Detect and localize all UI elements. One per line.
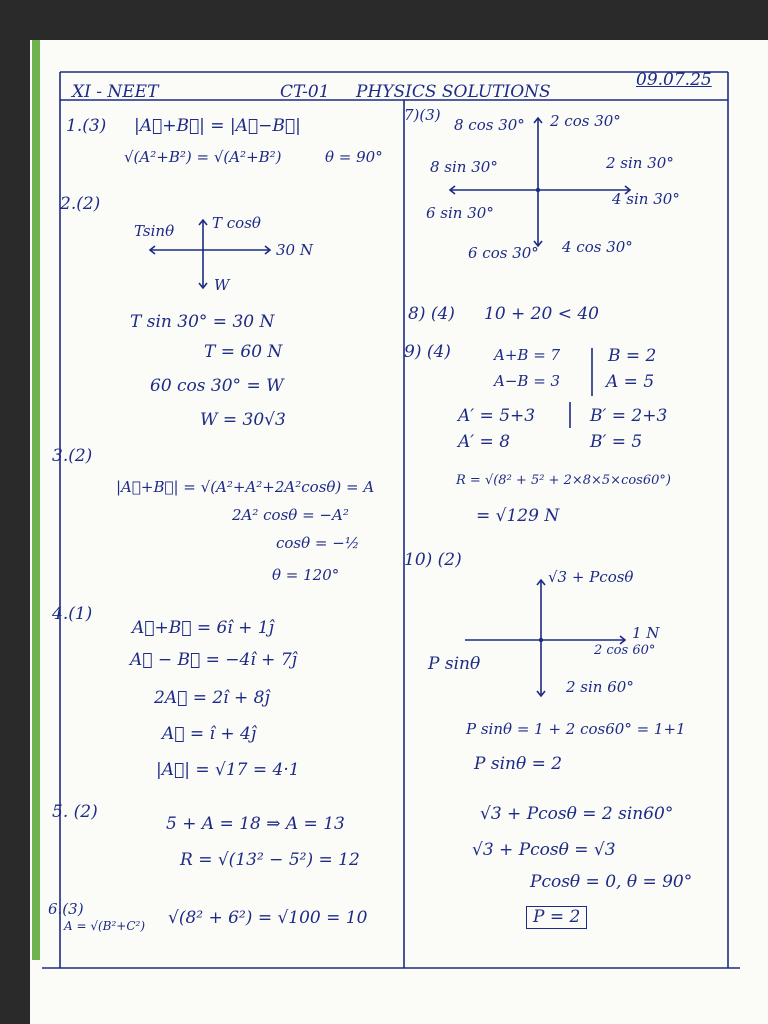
date: 09.07.25 [636, 70, 712, 90]
q3-line4: θ = 120° [272, 566, 340, 584]
q5-line2: R = √(13² − 5²) = 12 [180, 850, 360, 870]
class-label: XI - NEET [72, 82, 159, 102]
q7-label-d: 2 sin 30° [606, 154, 674, 172]
q10-right-label: 1 N [632, 624, 660, 642]
q5-line1: 5 + A = 18 ⇒ A = 13 [166, 814, 345, 834]
q2-step2: T = 60 N [204, 342, 283, 362]
q10-step1: P sinθ = 1 + 2 cos60° = 1+1 [466, 720, 686, 738]
q10-up-label: √3 + Pcosθ [548, 568, 634, 586]
q3-number: 3.(2) [52, 446, 93, 466]
q9-number: 9) (4) [404, 342, 451, 362]
q10-right-cos: 2 cos 60° [594, 643, 656, 658]
q2-step3: 60 cos 30° = W [150, 376, 284, 396]
q4-line2: A⃗ − B⃗ = −4î + 7ĵ [130, 650, 297, 670]
q2-weight: W [214, 276, 230, 294]
q8-number: 8) (4) [408, 304, 455, 324]
q6-formula: A = √(B²+C²) [64, 919, 146, 933]
q1-line3: θ = 90° [325, 148, 383, 166]
q2-number: 2.(2) [60, 194, 101, 214]
q7-label-b: 2 cos 30° [550, 112, 621, 130]
q3-line3: cosθ = −½ [276, 534, 360, 552]
q4-line1: A⃗+B⃗ = 6î + 1ĵ [132, 618, 274, 638]
q9-resultant: R = √(8² + 5² + 2×8×5×cos60°) [456, 473, 671, 488]
q7-label-g: 6 cos 30° [468, 244, 539, 262]
q10-step2: P sinθ = 2 [474, 754, 563, 774]
q3-line1: |A⃗+B⃗| = √(A²+A²+2A²cosθ) = A [116, 478, 375, 496]
q1-line2: √(A²+B²) = √(A²+B²) [124, 148, 282, 166]
q9-eq1: A+B = 7 [494, 346, 561, 364]
q9-aprime2: A′ = 8 [458, 432, 511, 452]
q10-left-label: P sinθ [428, 654, 481, 674]
q1-number: 1.(3) [66, 116, 107, 136]
q10-step3: √3 + Pcosθ = 2 sin60° [480, 804, 674, 824]
q2-step1: T sin 30° = 30 N [130, 312, 275, 332]
q2-tsin: Tsinθ [134, 222, 175, 240]
q9-aprime1: A′ = 5+3 [458, 406, 536, 426]
q9-result: = √129 N [476, 506, 560, 526]
q10-step4: √3 + Pcosθ = √3 [472, 840, 616, 860]
q4-line3: 2A⃗ = 2î + 8ĵ [154, 688, 270, 708]
q7-label-c: 8 sin 30° [430, 158, 498, 176]
q9-bprime2: B′ = 5 [590, 432, 643, 452]
test-code: CT-01 [280, 82, 330, 102]
q3-line2: 2A² cosθ = −A² [232, 506, 349, 524]
header-title: PHYSICS SOLUTIONS [356, 82, 551, 102]
q1-line1: |A⃗+B⃗| = |A⃗−B⃗| [134, 116, 301, 136]
q10-down-label: 2 sin 60° [566, 678, 634, 696]
q4-number: 4.(1) [52, 604, 93, 624]
q7-label-f: 4 sin 30° [612, 190, 680, 208]
q8-line1: 10 + 20 < 40 [484, 304, 599, 324]
q9-bprime1: B′ = 2+3 [590, 406, 668, 426]
q9-eq2: A−B = 3 [494, 372, 561, 390]
q9-b: B = 2 [608, 346, 657, 366]
q2-force: 30 N [276, 241, 313, 259]
q2-step4: W = 30√3 [200, 410, 286, 430]
q6-number: 6.(3) [48, 900, 84, 918]
q10-final-answer: P = 2 [526, 906, 587, 929]
q4-line4: A⃗ = î + 4ĵ [162, 724, 257, 744]
q6-line1: √(8² + 6²) = √100 = 10 [168, 908, 368, 928]
q10-number: 10) (2) [404, 550, 462, 570]
q9-a: A = 5 [606, 372, 655, 392]
q7-number: 7)(3) [404, 106, 441, 124]
q7-label-h: 4 cos 30° [562, 238, 633, 256]
q4-line5: |A⃗| = √17 = 4·1 [156, 760, 300, 780]
q10-step5: Pcosθ = 0, θ = 90° [530, 872, 693, 892]
q5-number: 5. (2) [52, 802, 98, 822]
q7-label-e: 6 sin 30° [426, 204, 494, 222]
q2-tcos: T cosθ [212, 214, 261, 232]
q7-label-a: 8 cos 30° [454, 116, 525, 134]
